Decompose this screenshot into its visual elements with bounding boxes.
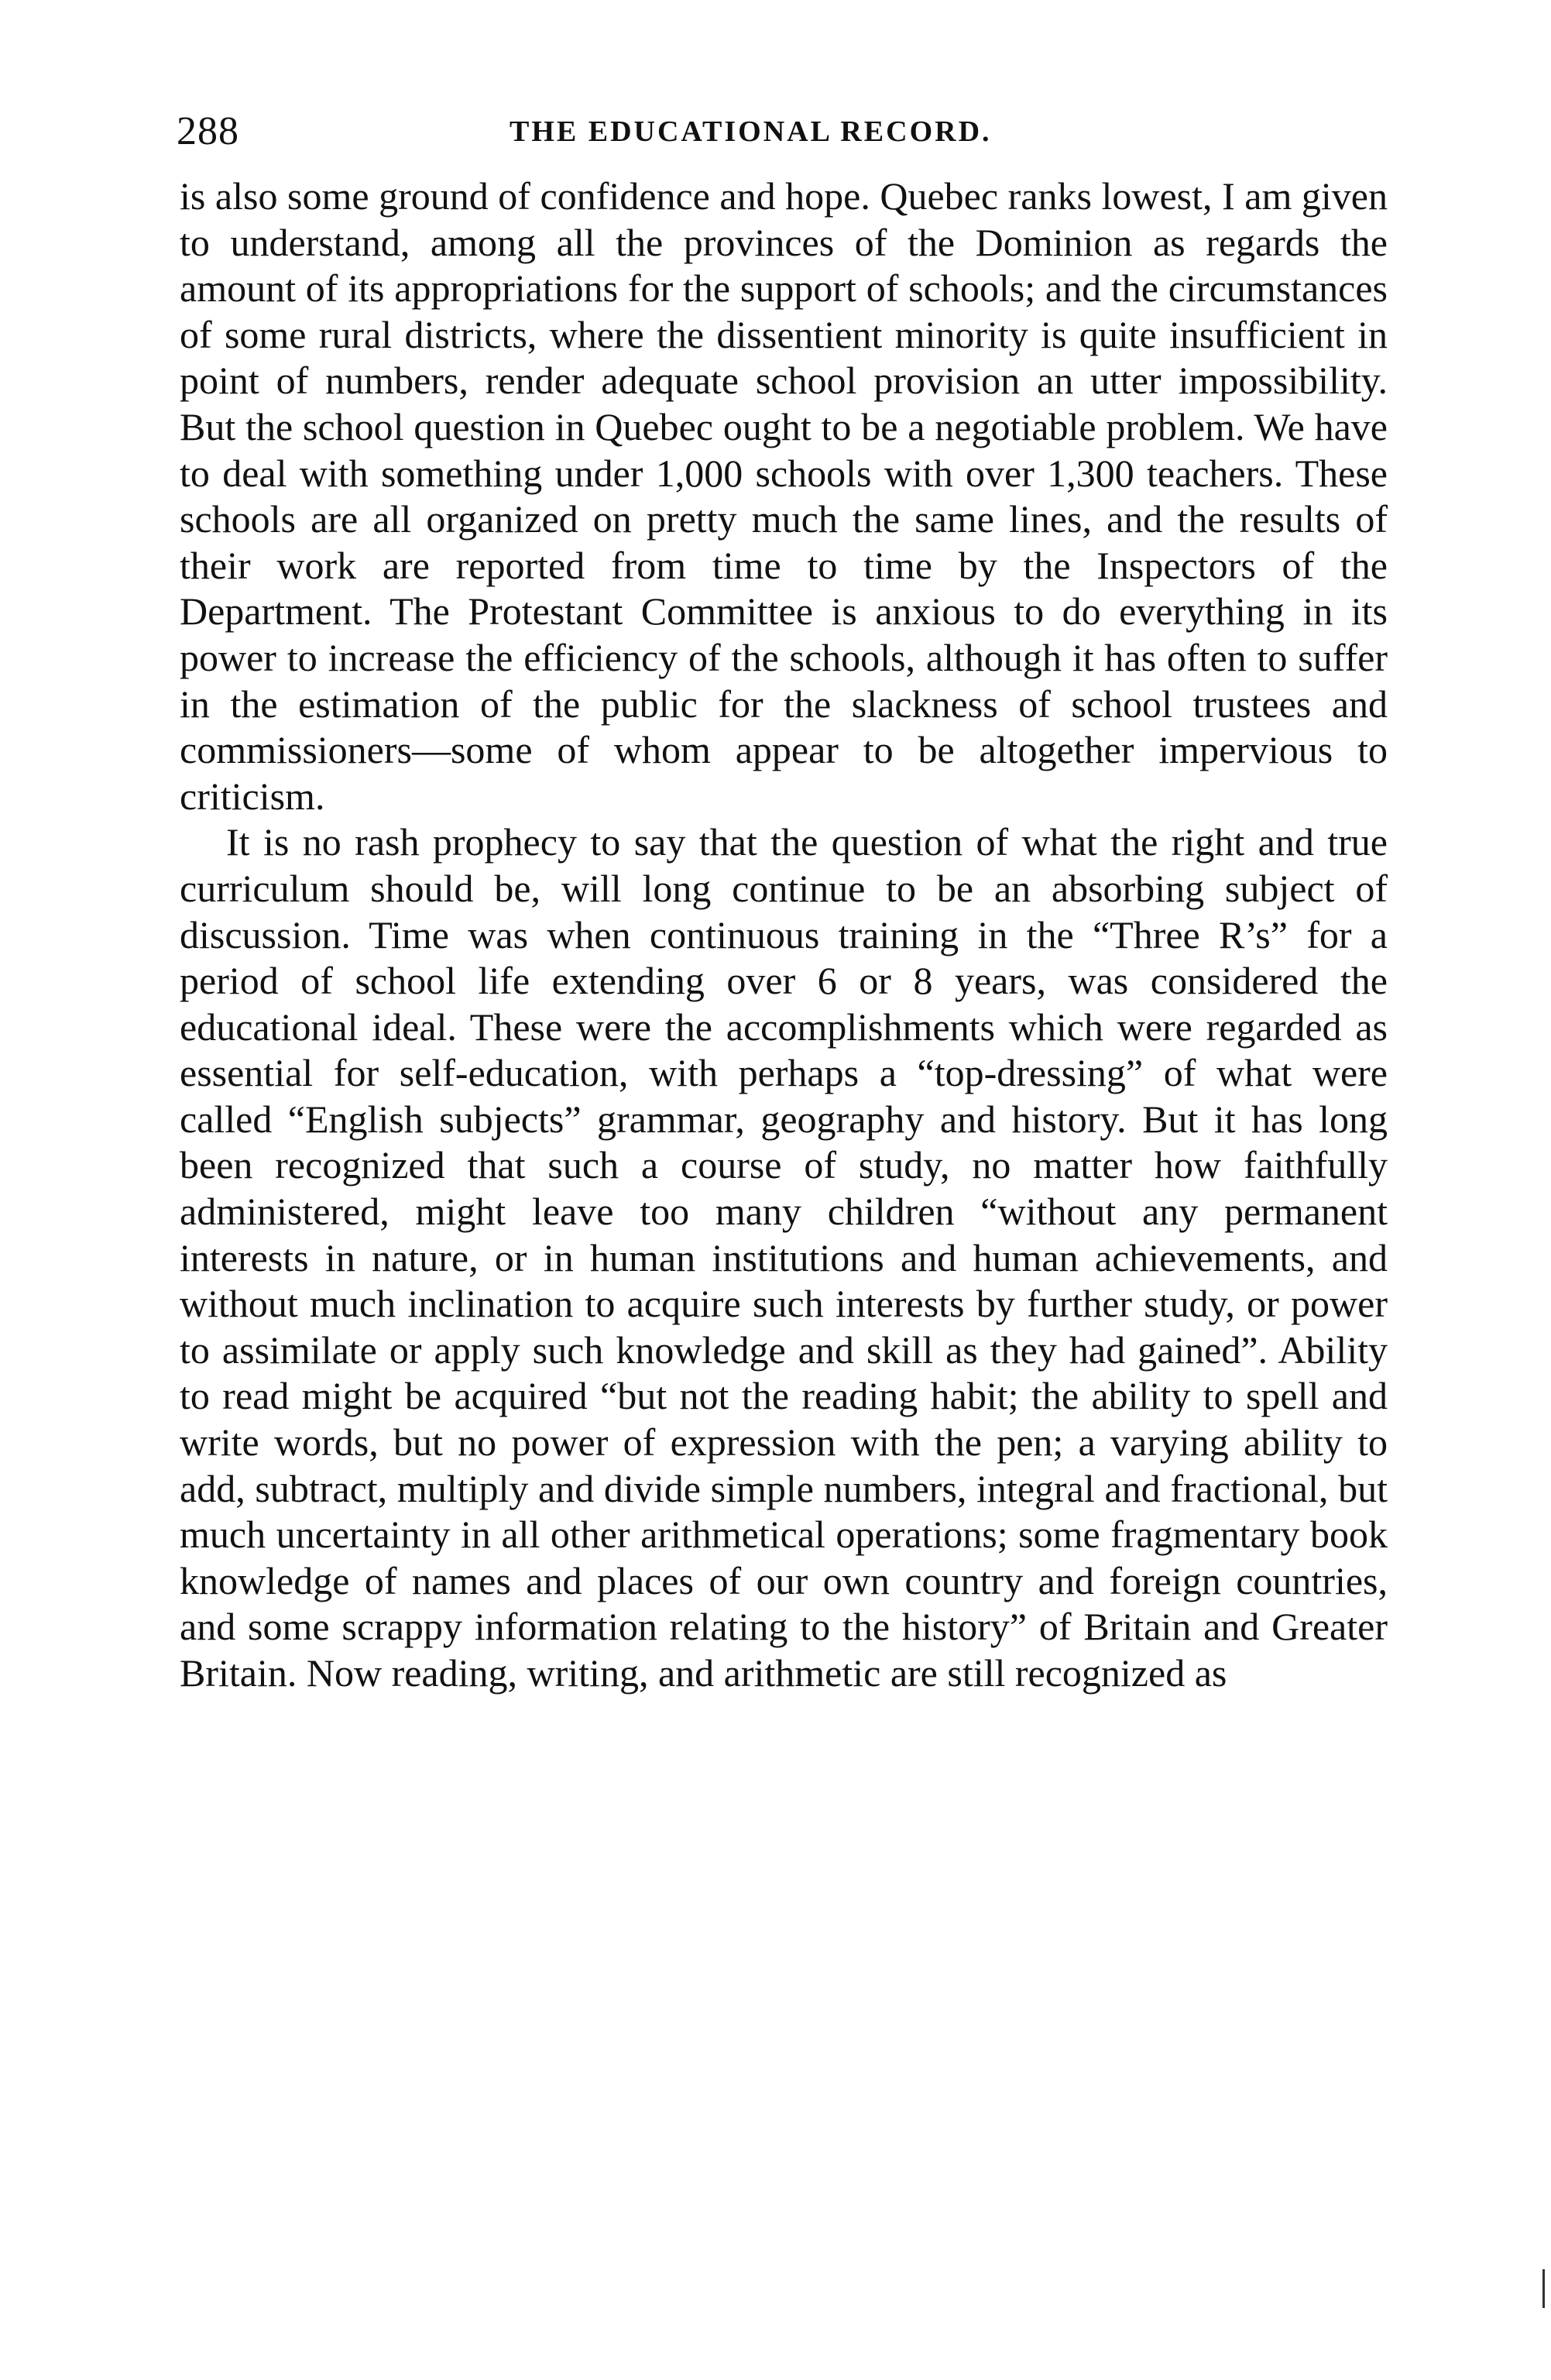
page-header <box>177 108 1415 163</box>
paragraph-curriculum: It is no rash prophecy to say that the question of what the right and true curriculum should be, will long continue to be an absorbing subject of discussion. Time was when continuous training in the “Three R’s” for a period of school life extending over 6 or 8 years, was considered the educational ideal. These were the accomplishments which were regarded as essential for self-education, with perhaps a “top-dressing” of what were called “English subjects” grammar, geography and history. But it has long been recognized that such a course of study, no matter how faithfully administered, might leave too many children “without any permanent interests in nature, or in human institutions and human achievements, and without much inclination to acquire such interests by further study, or power to assimilate or apply such knowledge and skill as they had gained”. Ability to read might be acquired “but not the reading habit; the ability to spell and write words, but no power of expression with the pen; a varying ability to add, subtract, multiply and divide simple numbers, integral and fractional, but much uncertainty in all other arithmetical operations; some fragmentary book knowledge of names and places of our own country and foreign countries, and some scrappy information relating to the history” of Britain and Greater Britain. Now reading, writing, and arithmetic are still recognized as <box>180 820 1388 1695</box>
page-number: 288 <box>177 109 239 153</box>
body-text <box>180 173 1388 1697</box>
running-head: THE EDUCATIONAL RECORD. <box>510 115 992 148</box>
paragraph-continued: is also some ground of confidence and hope. Quebec ranks lowest, I am given to understand, among all the provinces of the Dominion as regards the amount of its appropriations for the support of schools; and the circumstances of some rural districts, where the dissentient minority is quite insufficient in point of numbers, render adequate school provision an utter impossibility. But the school question in Quebec ought to be a negotiable problem. We have to deal with something under 1,000 schools with over 1,300 teachers. These schools are all organized on pretty much the same lines, and the results of their work are reported from time to time by the Inspectors of the Department. The Protestant Committee is anxious to do everything in its power to increase the efficiency of the schools, although it has often to suffer in the estimation of the public for the slackness of school trustees and commissioners—some of whom appear to be altogether impervious to criticism. <box>180 174 1388 818</box>
scan-edge-mark <box>1542 2269 1545 2308</box>
